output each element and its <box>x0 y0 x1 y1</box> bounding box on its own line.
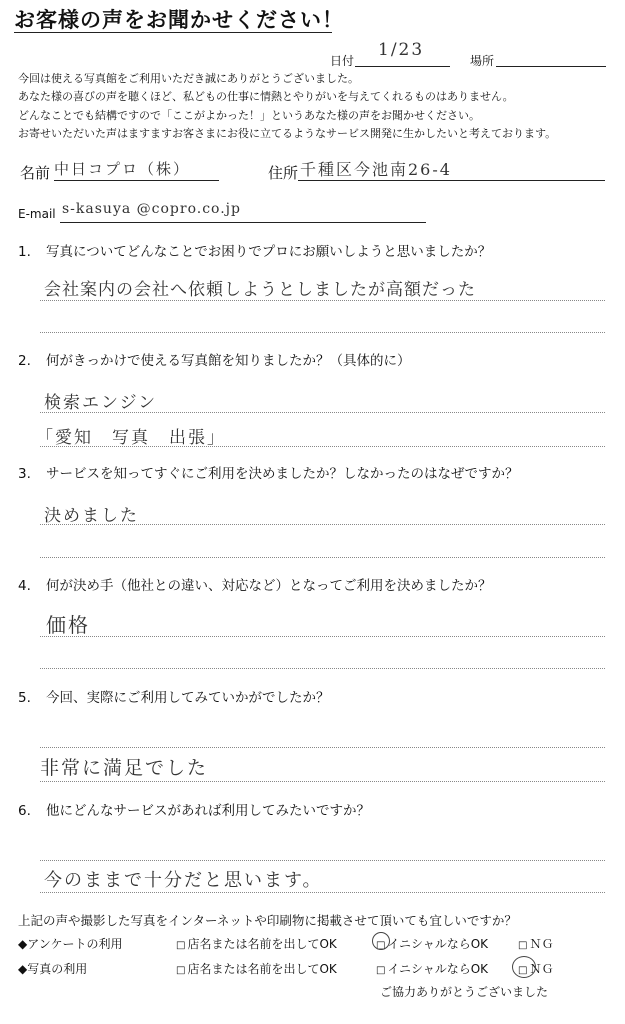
name-label: 名前 <box>20 164 51 182</box>
consent-survey-initial-ok[interactable]: □ イニシャルならOK <box>376 937 489 951</box>
date-value: 1/23 <box>378 40 425 60</box>
consent-photo-ng[interactable]: □ ＮＧ <box>518 962 554 976</box>
selected-circle-icon <box>372 932 390 950</box>
answer-2-rule-1 <box>40 412 605 413</box>
answer-1: 会社案内の会社へ依頼しようとしましたが高額だった <box>44 280 476 300</box>
answer-3-rule-1 <box>40 524 605 525</box>
consent-photo-label: ◆写真の利用 <box>18 962 88 976</box>
question-1: 1. 写真についてどんなことでお困りでプロにお願いしようと思いましたか？ <box>18 244 492 260</box>
consent-survey-label: ◆アンケートの利用 <box>18 937 123 951</box>
answer-6-rule-1 <box>40 860 605 861</box>
checkbox-icon: □ <box>518 965 528 976</box>
thanks-text: ご協力ありがとうございました <box>380 985 549 999</box>
selected-circle-icon <box>512 956 536 978</box>
consent-survey-ng[interactable]: □ ＮＧ <box>518 937 554 951</box>
question-3: 3. サービスを知ってすぐにご利用を決めましたか？しなかったのはなぜですか？ <box>18 466 519 482</box>
answer-3: 決めました <box>44 506 139 526</box>
question-6: 6. 他にどんなサービスがあれば利用してみたいですか？ <box>18 803 370 819</box>
date-underline <box>355 66 450 67</box>
email-underline <box>60 222 426 223</box>
name-value: 中日コプロ（株） <box>54 160 191 178</box>
answer-4: 価格 <box>46 613 90 637</box>
answer-5-rule-2 <box>40 781 605 782</box>
answer-5: 非常に満足でした <box>40 757 209 779</box>
answer-4-rule-1 <box>40 636 605 637</box>
checkbox-icon: □ <box>376 940 386 951</box>
answer-4-rule-2 <box>40 668 605 669</box>
title-underline <box>14 32 332 33</box>
checkbox-icon: □ <box>518 940 528 951</box>
answer-3-rule-2 <box>40 557 605 558</box>
question-5: 5. 今回、実際にご利用してみていかがでしたか？ <box>18 690 330 706</box>
checkbox-icon: □ <box>376 965 386 976</box>
answer-2-line-2: 「愛知 写真 出張」 <box>36 428 226 448</box>
checkbox-icon: □ <box>176 940 186 951</box>
address-value: 千種区今池南26-4 <box>300 160 452 179</box>
consent-photo-initial-ok[interactable]: □ イニシャルならOK <box>376 962 489 976</box>
intro-line-4: お寄せいただいた声はますますお客さまにお役に立てるようなサービス開発に生かしたいと考えております。 <box>18 127 557 140</box>
consent-survey-name-ok[interactable]: □ 店名または名前を出してOK <box>176 937 337 951</box>
checkbox-icon: □ <box>176 965 186 976</box>
answer-6-rule-2 <box>40 892 605 893</box>
question-2: 2. 何がきっかけで使える写真館を知りましたか？（具体的に） <box>18 353 411 369</box>
answer-1-rule-2 <box>40 332 605 333</box>
email-label: E-mail <box>18 207 56 221</box>
email-value: s-kasuya @copro.co.jp <box>62 201 241 217</box>
consent-question: 上記の声や撮影した写真をインターネットや印刷物に掲載させて頂いても宜しいですか？ <box>18 913 517 928</box>
intro-line-1: 今回は使える写真館をご利用いただき誠にありがとうございました。 <box>18 72 359 85</box>
place-underline <box>496 66 606 67</box>
date-label: 日付 <box>330 54 355 68</box>
question-4: 4. 何が決め手（他社との違い、対応など）となってご利用を決めましたか？ <box>18 578 492 594</box>
consent-photo-name-ok[interactable]: □ 店名または名前を出してOK <box>176 962 337 976</box>
answer-5-rule-1 <box>40 747 605 748</box>
page-title: お客様の声をお聞かせください！ <box>14 8 344 32</box>
address-underline <box>298 180 605 181</box>
answer-6: 今のままで十分だと思います。 <box>44 870 323 891</box>
address-label: 住所 <box>268 164 299 182</box>
answer-1-rule-1 <box>40 300 605 301</box>
intro-line-2: あなた様の喜びの声を聴くほど、私どもの仕事に情熱とやりがいを与えてくれるものはありません。 <box>18 90 514 103</box>
name-underline <box>54 180 219 181</box>
answer-2-rule-2 <box>40 446 605 447</box>
place-label: 場所 <box>470 54 495 68</box>
intro-line-3: どんなことでも結構ですので「ここがよかった！」というあなた様の声をお聞かせください。 <box>18 109 480 122</box>
answer-2: 検索エンジン <box>44 393 158 413</box>
